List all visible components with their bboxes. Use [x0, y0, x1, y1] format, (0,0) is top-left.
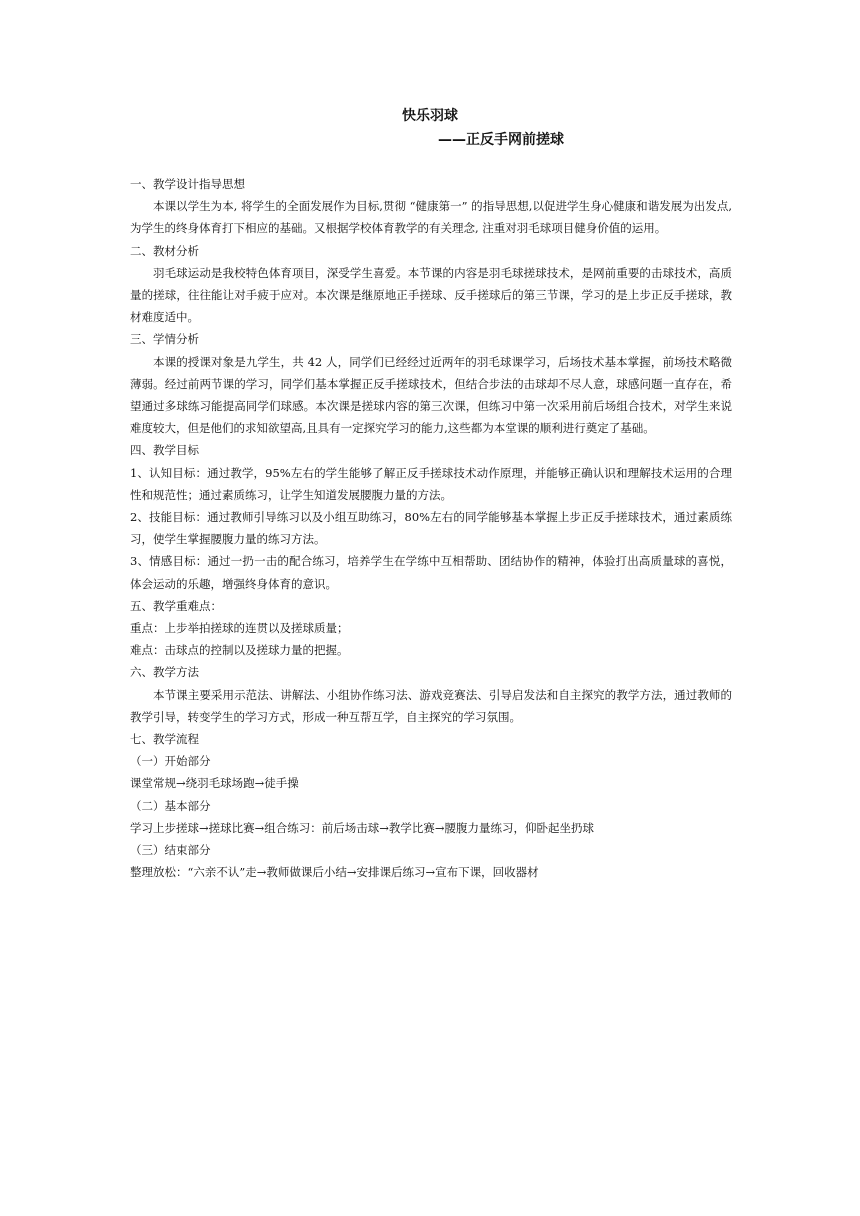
body-paragraph: 本节课主要采用示范法、讲解法、小组协作练习法、游戏竞赛法、引导启发法和自主探究的教学方法，通过教师的教学引导，转变学生的学习方式，形成一种互帮互学，自主探究的学习氛围。	[130, 687, 732, 724]
section-line: 2、技能目标：通过教师引导练习以及小组互助练习，80%左右的同学能够基本掌握上步正反手搓球技术，通过素质练习，使学生掌握腰腹力量的练习方法。	[130, 510, 732, 547]
section-line: 五、教学重难点：	[130, 598, 222, 613]
section-line: 难点：击球点的控制以及搓球力量的把握。	[130, 643, 349, 658]
section-line: （三）结束部分	[130, 843, 211, 858]
section-line: 3、情感目标：通过一扔一击的配合练习，培养学生在学练中互相帮助、团结协作的精神，体验打出高质量球的喜悦，体会运动的乐趣，增强终身体育的意识。	[130, 554, 732, 591]
body-paragraph: 本课以学生为本, 将学生的全面发展作为目标,贯彻 “健康第一” 的指导思想,以促进学生身心健康和谐发展为出发点, 为学生的终身体育打下相应的基础。又根据学校体育教学的有关理念, 注重对羽毛球项目健身价值的运用。	[130, 199, 732, 236]
section-line: 1、认知目标：通过教学，95%左右的学生能够了解正反手搓球技术动作原理，并能够正确认识和理解技术运用的合理性和规范性；通过素质练习，让学生知道发展腰腹力量的方法。	[130, 465, 732, 502]
doc-title: 快乐羽球	[402, 108, 458, 124]
body-paragraph: 羽毛球运动是我校特色体育项目，深受学生喜爱。本节课的内容是羽毛球搓球技术，是网前重要的击球技术，高质量的搓球，往往能让对手疲于应对。本次课是继原地正手搓球、反手搓球后的第三节课，学习的是上步正反手搓球，教材难度适中。	[130, 265, 732, 325]
section-line: 四、教学目标	[130, 443, 199, 458]
body-paragraph: 本课的授课对象是九学生，共 42 人，同学们已经经过近两年的羽毛球课学习，后场技术基本掌握，前场技术略微薄弱。经过前两节课的学习，同学们基本掌握正反手搓球技术，但结合步法的击球却不尽人意，球感问题一直存在，希望通过多球练习能提高同学们球感。本次课是搓球内容的第三次课，但练习中第一次采用前后场组合技术，对学生来说难度较大，但是他们的求知欲望高,且具有一定探究学习的能力,这些都为本堂课的顺利进行奠定了基础。	[130, 354, 732, 436]
section-line: 重点：上步举拍搓球的连贯以及搓球质量；	[130, 621, 349, 636]
section-line: 二、教材分析	[130, 243, 199, 258]
section-line: 整理放松：“六亲不认”走→教师做课后小结→安排课后练习→宣布下课，回收器材	[130, 865, 539, 880]
section-line: （一）开始部分	[130, 754, 211, 769]
section-line: 学习上步搓球→搓球比赛→组合练习：前后场击球→教学比赛→腰腹力量练习，仰卧起坐扔球	[130, 820, 595, 835]
section-line: 七、教学流程	[130, 732, 199, 747]
doc-body	[130, 173, 732, 884]
section-line: 一、教学设计指导思想	[130, 177, 245, 191]
section-line: 三、学情分析	[130, 332, 199, 347]
section-line: （二）基本部分	[130, 798, 211, 813]
section-line: 课堂常规→绕羽毛球场跑→徒手操	[130, 776, 299, 791]
section-line: 六、教学方法	[130, 665, 199, 680]
doc-subtitle: ——正反手网前搓球	[438, 132, 564, 148]
